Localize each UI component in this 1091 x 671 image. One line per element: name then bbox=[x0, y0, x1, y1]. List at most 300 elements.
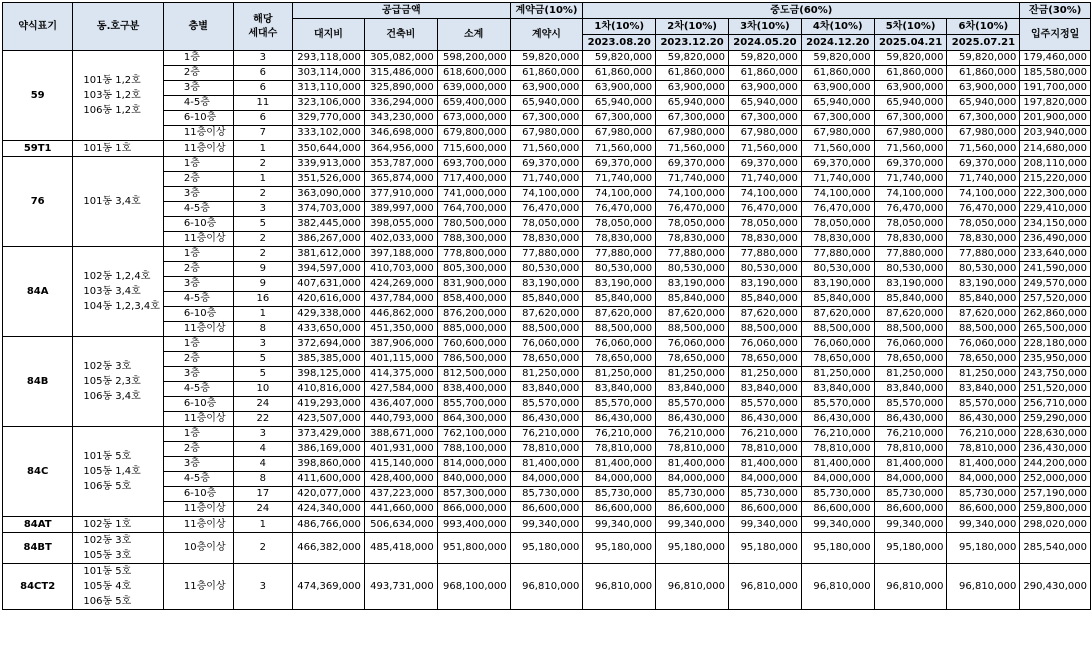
floor-cell: 3층 bbox=[163, 81, 233, 96]
building-price-cell: 428,400,000 bbox=[364, 472, 437, 487]
units-cell: 3 bbox=[233, 51, 292, 66]
middle-payment-cell: 88,500,000 bbox=[656, 322, 729, 337]
middle-payment-cell: 78,810,000 bbox=[874, 442, 947, 457]
units-cell: 3 bbox=[233, 427, 292, 442]
middle-payment-cell: 76,060,000 bbox=[656, 337, 729, 352]
middle-payment-cell: 71,740,000 bbox=[729, 172, 802, 187]
table-row bbox=[3, 126, 1091, 141]
balance-cell: 257,190,000 bbox=[1020, 487, 1091, 502]
price-table bbox=[2, 2, 1091, 610]
table-row bbox=[3, 292, 1091, 307]
middle-payment-cell: 67,980,000 bbox=[656, 126, 729, 141]
land-price-cell: 433,650,000 bbox=[293, 322, 365, 337]
middle-payment-cell: 61,860,000 bbox=[729, 66, 802, 81]
middle-payment-cell: 67,300,000 bbox=[729, 111, 802, 126]
building-price-cell: 436,407,000 bbox=[364, 397, 437, 412]
middle-payment-cell: 87,620,000 bbox=[874, 307, 947, 322]
units-cell: 7 bbox=[233, 126, 292, 141]
units-cell: 11 bbox=[233, 96, 292, 111]
balance-cell: 215,220,000 bbox=[1020, 172, 1091, 187]
land-price-cell: 398,860,000 bbox=[293, 457, 365, 472]
middle-payment-cell: 83,190,000 bbox=[729, 277, 802, 292]
balance-cell: 241,590,000 bbox=[1020, 262, 1091, 277]
middle-payment-cell: 95,180,000 bbox=[874, 533, 947, 564]
units-cell: 2 bbox=[233, 533, 292, 564]
dong-ho-line: 103동 1,2호 bbox=[83, 90, 141, 101]
units-cell: 3 bbox=[233, 564, 292, 610]
balance-cell: 236,490,000 bbox=[1020, 232, 1091, 247]
building-price-cell: 353,787,000 bbox=[364, 157, 437, 172]
middle-payment-cell: 69,370,000 bbox=[801, 157, 874, 172]
middle-payment-cell: 74,100,000 bbox=[729, 187, 802, 202]
subtotal-cell: 760,600,000 bbox=[437, 337, 510, 352]
middle-payment-cell: 74,100,000 bbox=[801, 187, 874, 202]
floor-cell: 3층 bbox=[163, 457, 233, 472]
header-installment-date: 2025.07.21 bbox=[947, 35, 1020, 51]
middle-payment-cell: 88,500,000 bbox=[729, 322, 802, 337]
middle-payment-cell: 76,210,000 bbox=[583, 427, 656, 442]
dong-ho-cell bbox=[73, 564, 164, 610]
table-row bbox=[3, 367, 1091, 382]
middle-payment-cell: 88,500,000 bbox=[947, 322, 1020, 337]
middle-payment-cell: 61,860,000 bbox=[947, 66, 1020, 81]
building-price-cell: 364,956,000 bbox=[364, 141, 437, 157]
table-row bbox=[3, 533, 1091, 564]
unit-type-cell: 84C bbox=[3, 427, 73, 517]
header-land: 대지비 bbox=[293, 19, 365, 51]
dong-ho-line: 102동 3호 bbox=[83, 535, 132, 546]
middle-payment-cell: 87,620,000 bbox=[947, 307, 1020, 322]
units-cell: 5 bbox=[233, 217, 292, 232]
floor-cell: 1층 bbox=[163, 427, 233, 442]
middle-payment-cell: 84,000,000 bbox=[947, 472, 1020, 487]
middle-payment-cell: 86,430,000 bbox=[656, 412, 729, 427]
middle-payment-cell: 69,370,000 bbox=[947, 157, 1020, 172]
middle-payment-cell: 78,050,000 bbox=[874, 217, 947, 232]
balance-cell: 259,800,000 bbox=[1020, 502, 1091, 517]
dong-ho-cell bbox=[73, 157, 164, 247]
middle-payment-cell: 85,730,000 bbox=[729, 487, 802, 502]
subtotal-cell: 858,400,000 bbox=[437, 292, 510, 307]
contract-cell: 78,830,000 bbox=[510, 232, 583, 247]
balance-cell: 298,020,000 bbox=[1020, 517, 1091, 533]
contract-cell: 99,340,000 bbox=[510, 517, 583, 533]
building-price-cell: 346,698,000 bbox=[364, 126, 437, 141]
balance-cell: 185,580,000 bbox=[1020, 66, 1091, 81]
subtotal-cell: 855,700,000 bbox=[437, 397, 510, 412]
floor-cell: 11층이상 bbox=[163, 412, 233, 427]
unit-type-cell: 84CT2 bbox=[3, 564, 73, 610]
floor-cell: 4-5층 bbox=[163, 382, 233, 397]
units-cell: 1 bbox=[233, 307, 292, 322]
building-price-cell: 427,584,000 bbox=[364, 382, 437, 397]
building-price-cell: 305,082,000 bbox=[364, 51, 437, 66]
middle-payment-cell: 65,940,000 bbox=[874, 96, 947, 111]
land-price-cell: 385,385,000 bbox=[293, 352, 365, 367]
middle-payment-cell: 77,880,000 bbox=[583, 247, 656, 262]
middle-payment-cell: 85,840,000 bbox=[947, 292, 1020, 307]
units-cell: 2 bbox=[233, 232, 292, 247]
middle-payment-cell: 78,830,000 bbox=[729, 232, 802, 247]
floor-cell: 11층이상 bbox=[163, 141, 233, 157]
header-installment-date: 2025.04.21 bbox=[874, 35, 947, 51]
dong-ho-line: 101동 5호 bbox=[83, 566, 132, 577]
table-row bbox=[3, 157, 1091, 172]
subtotal-cell: 659,400,000 bbox=[437, 96, 510, 111]
middle-payment-cell: 77,880,000 bbox=[801, 247, 874, 262]
floor-cell: 4-5층 bbox=[163, 292, 233, 307]
middle-payment-cell: 86,430,000 bbox=[947, 412, 1020, 427]
contract-cell: 67,300,000 bbox=[510, 111, 583, 126]
building-price-cell: 325,890,000 bbox=[364, 81, 437, 96]
land-price-cell: 363,090,000 bbox=[293, 187, 365, 202]
floor-cell: 11층이상 bbox=[163, 322, 233, 337]
contract-cell: 85,570,000 bbox=[510, 397, 583, 412]
middle-payment-cell: 80,530,000 bbox=[729, 262, 802, 277]
middle-payment-cell: 86,430,000 bbox=[729, 412, 802, 427]
middle-payment-cell: 99,340,000 bbox=[729, 517, 802, 533]
units-cell: 4 bbox=[233, 442, 292, 457]
land-price-cell: 381,612,000 bbox=[293, 247, 365, 262]
land-price-cell: 424,340,000 bbox=[293, 502, 365, 517]
balance-cell: 265,500,000 bbox=[1020, 322, 1091, 337]
subtotal-cell: 838,400,000 bbox=[437, 382, 510, 397]
middle-payment-cell: 99,340,000 bbox=[801, 517, 874, 533]
middle-payment-cell: 81,400,000 bbox=[801, 457, 874, 472]
units-cell: 8 bbox=[233, 322, 292, 337]
middle-payment-cell: 86,600,000 bbox=[874, 502, 947, 517]
header-building: 건축비 bbox=[364, 19, 437, 51]
building-price-cell: 389,997,000 bbox=[364, 202, 437, 217]
dong-ho-line: 101동 1,2호 bbox=[83, 75, 141, 86]
middle-payment-cell: 71,560,000 bbox=[583, 141, 656, 157]
middle-payment-cell: 59,820,000 bbox=[729, 51, 802, 66]
table-row bbox=[3, 141, 1091, 157]
floor-cell: 3층 bbox=[163, 367, 233, 382]
units-cell: 1 bbox=[233, 172, 292, 187]
subtotal-cell: 715,600,000 bbox=[437, 141, 510, 157]
dong-ho-cell bbox=[73, 141, 164, 157]
middle-payment-cell: 76,060,000 bbox=[874, 337, 947, 352]
middle-payment-cell: 67,980,000 bbox=[947, 126, 1020, 141]
balance-cell: 259,290,000 bbox=[1020, 412, 1091, 427]
middle-payment-cell: 99,340,000 bbox=[656, 517, 729, 533]
units-cell: 9 bbox=[233, 262, 292, 277]
floor-cell: 6-10층 bbox=[163, 111, 233, 126]
table-row bbox=[3, 187, 1091, 202]
middle-payment-cell: 81,250,000 bbox=[874, 367, 947, 382]
contract-cell: 74,100,000 bbox=[510, 187, 583, 202]
units-cell: 4 bbox=[233, 457, 292, 472]
floor-cell: 3층 bbox=[163, 277, 233, 292]
subtotal-cell: 778,800,000 bbox=[437, 247, 510, 262]
building-price-cell: 315,486,000 bbox=[364, 66, 437, 81]
subtotal-cell: 831,900,000 bbox=[437, 277, 510, 292]
balance-cell: 222,300,000 bbox=[1020, 187, 1091, 202]
contract-cell: 87,620,000 bbox=[510, 307, 583, 322]
middle-payment-cell: 69,370,000 bbox=[583, 157, 656, 172]
units-cell: 10 bbox=[233, 382, 292, 397]
middle-payment-cell: 83,840,000 bbox=[583, 382, 656, 397]
middle-payment-cell: 76,470,000 bbox=[947, 202, 1020, 217]
land-price-cell: 372,694,000 bbox=[293, 337, 365, 352]
floor-cell: 1층 bbox=[163, 157, 233, 172]
middle-payment-cell: 81,400,000 bbox=[729, 457, 802, 472]
balance-cell: 229,410,000 bbox=[1020, 202, 1091, 217]
middle-payment-cell: 85,730,000 bbox=[874, 487, 947, 502]
table-row bbox=[3, 172, 1091, 187]
middle-payment-cell: 85,570,000 bbox=[729, 397, 802, 412]
middle-payment-cell: 67,300,000 bbox=[947, 111, 1020, 126]
contract-cell: 80,530,000 bbox=[510, 262, 583, 277]
middle-payment-cell: 81,250,000 bbox=[729, 367, 802, 382]
middle-payment-cell: 77,880,000 bbox=[874, 247, 947, 262]
land-price-cell: 429,338,000 bbox=[293, 307, 365, 322]
floor-cell: 1층 bbox=[163, 247, 233, 262]
subtotal-cell: 762,100,000 bbox=[437, 427, 510, 442]
units-cell: 2 bbox=[233, 157, 292, 172]
contract-cell: 86,600,000 bbox=[510, 502, 583, 517]
units-cell: 5 bbox=[233, 352, 292, 367]
header-contract-sub: 계약시 bbox=[510, 19, 583, 51]
units-cell: 1 bbox=[233, 141, 292, 157]
middle-payment-cell: 85,840,000 bbox=[583, 292, 656, 307]
middle-payment-cell: 85,570,000 bbox=[656, 397, 729, 412]
contract-cell: 76,210,000 bbox=[510, 427, 583, 442]
middle-payment-cell: 76,470,000 bbox=[656, 202, 729, 217]
middle-payment-cell: 71,740,000 bbox=[947, 172, 1020, 187]
contract-cell: 67,980,000 bbox=[510, 126, 583, 141]
middle-payment-cell: 77,880,000 bbox=[729, 247, 802, 262]
middle-payment-cell: 83,840,000 bbox=[656, 382, 729, 397]
dong-ho-line: 102동 3호 bbox=[83, 361, 132, 372]
building-price-cell: 446,862,000 bbox=[364, 307, 437, 322]
middle-payment-cell: 83,840,000 bbox=[729, 382, 802, 397]
middle-payment-cell: 83,190,000 bbox=[874, 277, 947, 292]
middle-payment-cell: 65,940,000 bbox=[801, 96, 874, 111]
middle-payment-cell: 99,340,000 bbox=[583, 517, 656, 533]
land-price-cell: 474,369,000 bbox=[293, 564, 365, 610]
building-price-cell: 397,188,000 bbox=[364, 247, 437, 262]
floor-cell: 2층 bbox=[163, 262, 233, 277]
middle-payment-cell: 71,560,000 bbox=[947, 141, 1020, 157]
middle-payment-cell: 67,300,000 bbox=[874, 111, 947, 126]
middle-payment-cell: 78,650,000 bbox=[583, 352, 656, 367]
floor-cell: 4-5층 bbox=[163, 472, 233, 487]
middle-payment-cell: 96,810,000 bbox=[874, 564, 947, 610]
middle-payment-cell: 76,060,000 bbox=[583, 337, 656, 352]
middle-payment-cell: 85,730,000 bbox=[801, 487, 874, 502]
middle-payment-cell: 80,530,000 bbox=[947, 262, 1020, 277]
middle-payment-cell: 78,810,000 bbox=[656, 442, 729, 457]
middle-payment-cell: 95,180,000 bbox=[801, 533, 874, 564]
contract-cell: 81,250,000 bbox=[510, 367, 583, 382]
floor-cell: 11층이상 bbox=[163, 564, 233, 610]
subtotal-cell: 805,300,000 bbox=[437, 262, 510, 277]
subtotal-cell: 679,800,000 bbox=[437, 126, 510, 141]
middle-payment-cell: 80,530,000 bbox=[801, 262, 874, 277]
contract-cell: 78,810,000 bbox=[510, 442, 583, 457]
table-row bbox=[3, 247, 1091, 262]
middle-payment-cell: 85,570,000 bbox=[947, 397, 1020, 412]
balance-cell: 262,860,000 bbox=[1020, 307, 1091, 322]
dong-ho-line: 103동 3,4호 bbox=[83, 286, 141, 297]
table-row bbox=[3, 96, 1091, 111]
header-installment-label: 1차(10%) bbox=[583, 19, 656, 35]
middle-payment-cell: 96,810,000 bbox=[947, 564, 1020, 610]
middle-payment-cell: 85,840,000 bbox=[801, 292, 874, 307]
balance-cell: 290,430,000 bbox=[1020, 564, 1091, 610]
middle-payment-cell: 78,050,000 bbox=[801, 217, 874, 232]
middle-payment-cell: 77,880,000 bbox=[656, 247, 729, 262]
units-cell: 22 bbox=[233, 412, 292, 427]
middle-payment-cell: 95,180,000 bbox=[729, 533, 802, 564]
dong-ho-line: 102동 1,2,4호 bbox=[83, 271, 151, 282]
land-price-cell: 419,293,000 bbox=[293, 397, 365, 412]
dong-ho-cell bbox=[73, 337, 164, 427]
table-header bbox=[3, 3, 1091, 51]
land-price-cell: 339,913,000 bbox=[293, 157, 365, 172]
building-price-cell: 343,230,000 bbox=[364, 111, 437, 126]
table-row bbox=[3, 277, 1091, 292]
subtotal-cell: 764,700,000 bbox=[437, 202, 510, 217]
header-installment-label: 5차(10%) bbox=[874, 19, 947, 35]
contract-cell: 63,900,000 bbox=[510, 81, 583, 96]
table-row bbox=[3, 442, 1091, 457]
middle-payment-cell: 83,840,000 bbox=[947, 382, 1020, 397]
units-cell: 16 bbox=[233, 292, 292, 307]
building-price-cell: 336,294,000 bbox=[364, 96, 437, 111]
header-balance-sub: 입주지정일 bbox=[1020, 19, 1091, 51]
floor-cell: 2층 bbox=[163, 66, 233, 81]
middle-payment-cell: 83,190,000 bbox=[801, 277, 874, 292]
table-row bbox=[3, 51, 1091, 66]
middle-payment-cell: 86,600,000 bbox=[583, 502, 656, 517]
middle-payment-cell: 88,500,000 bbox=[874, 322, 947, 337]
middle-payment-cell: 77,880,000 bbox=[947, 247, 1020, 262]
header-subtotal: 소계 bbox=[437, 19, 510, 51]
table-row bbox=[3, 517, 1091, 533]
middle-payment-cell: 67,980,000 bbox=[801, 126, 874, 141]
balance-cell: 235,950,000 bbox=[1020, 352, 1091, 367]
middle-payment-cell: 69,370,000 bbox=[656, 157, 729, 172]
floor-cell: 6-10층 bbox=[163, 217, 233, 232]
contract-cell: 69,370,000 bbox=[510, 157, 583, 172]
floor-cell: 4-5층 bbox=[163, 96, 233, 111]
middle-payment-cell: 81,250,000 bbox=[583, 367, 656, 382]
middle-payment-cell: 61,860,000 bbox=[801, 66, 874, 81]
units-cell: 6 bbox=[233, 111, 292, 126]
table-row bbox=[3, 472, 1091, 487]
subtotal-cell: 741,000,000 bbox=[437, 187, 510, 202]
balance-cell: 179,460,000 bbox=[1020, 51, 1091, 66]
dong-ho-line: 105동 1,4호 bbox=[83, 466, 141, 477]
header-installment-date: 2023.08.20 bbox=[583, 35, 656, 51]
middle-payment-cell: 63,900,000 bbox=[583, 81, 656, 96]
building-price-cell: 387,906,000 bbox=[364, 337, 437, 352]
header-contract: 계약금(10%) bbox=[510, 3, 583, 19]
middle-payment-cell: 85,570,000 bbox=[801, 397, 874, 412]
middle-payment-cell: 78,050,000 bbox=[729, 217, 802, 232]
land-price-cell: 293,118,000 bbox=[293, 51, 365, 66]
dong-ho-line: 105동 2,3호 bbox=[83, 376, 141, 387]
table-row bbox=[3, 397, 1091, 412]
units-cell: 6 bbox=[233, 81, 292, 96]
table-row bbox=[3, 487, 1091, 502]
balance-cell: 228,630,000 bbox=[1020, 427, 1091, 442]
middle-payment-cell: 78,650,000 bbox=[801, 352, 874, 367]
land-price-cell: 329,770,000 bbox=[293, 111, 365, 126]
land-price-cell: 466,382,000 bbox=[293, 533, 365, 564]
subtotal-cell: 840,000,000 bbox=[437, 472, 510, 487]
middle-payment-cell: 76,470,000 bbox=[801, 202, 874, 217]
middle-payment-cell: 84,000,000 bbox=[656, 472, 729, 487]
middle-payment-cell: 76,210,000 bbox=[801, 427, 874, 442]
subtotal-cell: 618,600,000 bbox=[437, 66, 510, 81]
contract-cell: 95,180,000 bbox=[510, 533, 583, 564]
middle-payment-cell: 76,210,000 bbox=[656, 427, 729, 442]
middle-payment-cell: 84,000,000 bbox=[801, 472, 874, 487]
middle-payment-cell: 74,100,000 bbox=[656, 187, 729, 202]
table-row bbox=[3, 307, 1091, 322]
subtotal-cell: 780,500,000 bbox=[437, 217, 510, 232]
middle-payment-cell: 88,500,000 bbox=[801, 322, 874, 337]
middle-payment-cell: 99,340,000 bbox=[874, 517, 947, 533]
middle-payment-cell: 61,860,000 bbox=[583, 66, 656, 81]
middle-payment-cell: 78,830,000 bbox=[656, 232, 729, 247]
floor-cell: 6-10층 bbox=[163, 397, 233, 412]
middle-payment-cell: 78,650,000 bbox=[874, 352, 947, 367]
middle-payment-cell: 95,180,000 bbox=[583, 533, 656, 564]
balance-cell: 234,150,000 bbox=[1020, 217, 1091, 232]
header-balance: 잔금(30%) bbox=[1020, 3, 1091, 19]
middle-payment-cell: 86,430,000 bbox=[801, 412, 874, 427]
land-price-cell: 303,114,000 bbox=[293, 66, 365, 81]
middle-payment-cell: 67,300,000 bbox=[583, 111, 656, 126]
land-price-cell: 333,102,000 bbox=[293, 126, 365, 141]
floor-cell: 11층이상 bbox=[163, 502, 233, 517]
land-price-cell: 398,125,000 bbox=[293, 367, 365, 382]
balance-cell: 214,680,000 bbox=[1020, 141, 1091, 157]
subtotal-cell: 876,200,000 bbox=[437, 307, 510, 322]
units-cell: 1 bbox=[233, 517, 292, 533]
land-price-cell: 423,507,000 bbox=[293, 412, 365, 427]
middle-payment-cell: 59,820,000 bbox=[874, 51, 947, 66]
dong-ho-cell bbox=[73, 247, 164, 337]
dong-ho-line: 106동 5호 bbox=[83, 596, 132, 607]
subtotal-cell: 968,100,000 bbox=[437, 564, 510, 610]
middle-payment-cell: 86,430,000 bbox=[583, 412, 656, 427]
middle-payment-cell: 85,570,000 bbox=[583, 397, 656, 412]
land-price-cell: 374,703,000 bbox=[293, 202, 365, 217]
middle-payment-cell: 78,810,000 bbox=[947, 442, 1020, 457]
building-price-cell: 493,731,000 bbox=[364, 564, 437, 610]
balance-cell: 256,710,000 bbox=[1020, 397, 1091, 412]
middle-payment-cell: 81,250,000 bbox=[656, 367, 729, 382]
dong-ho-line: 106동 3,4호 bbox=[83, 391, 141, 402]
middle-payment-cell: 71,560,000 bbox=[656, 141, 729, 157]
middle-payment-cell: 61,860,000 bbox=[656, 66, 729, 81]
table-body bbox=[3, 51, 1091, 610]
contract-cell: 83,840,000 bbox=[510, 382, 583, 397]
middle-payment-cell: 78,050,000 bbox=[947, 217, 1020, 232]
header-type: 약식표기 bbox=[3, 3, 73, 51]
middle-payment-cell: 59,820,000 bbox=[656, 51, 729, 66]
middle-payment-cell: 71,560,000 bbox=[801, 141, 874, 157]
middle-payment-cell: 69,370,000 bbox=[729, 157, 802, 172]
table-row bbox=[3, 232, 1091, 247]
building-price-cell: 485,418,000 bbox=[364, 533, 437, 564]
